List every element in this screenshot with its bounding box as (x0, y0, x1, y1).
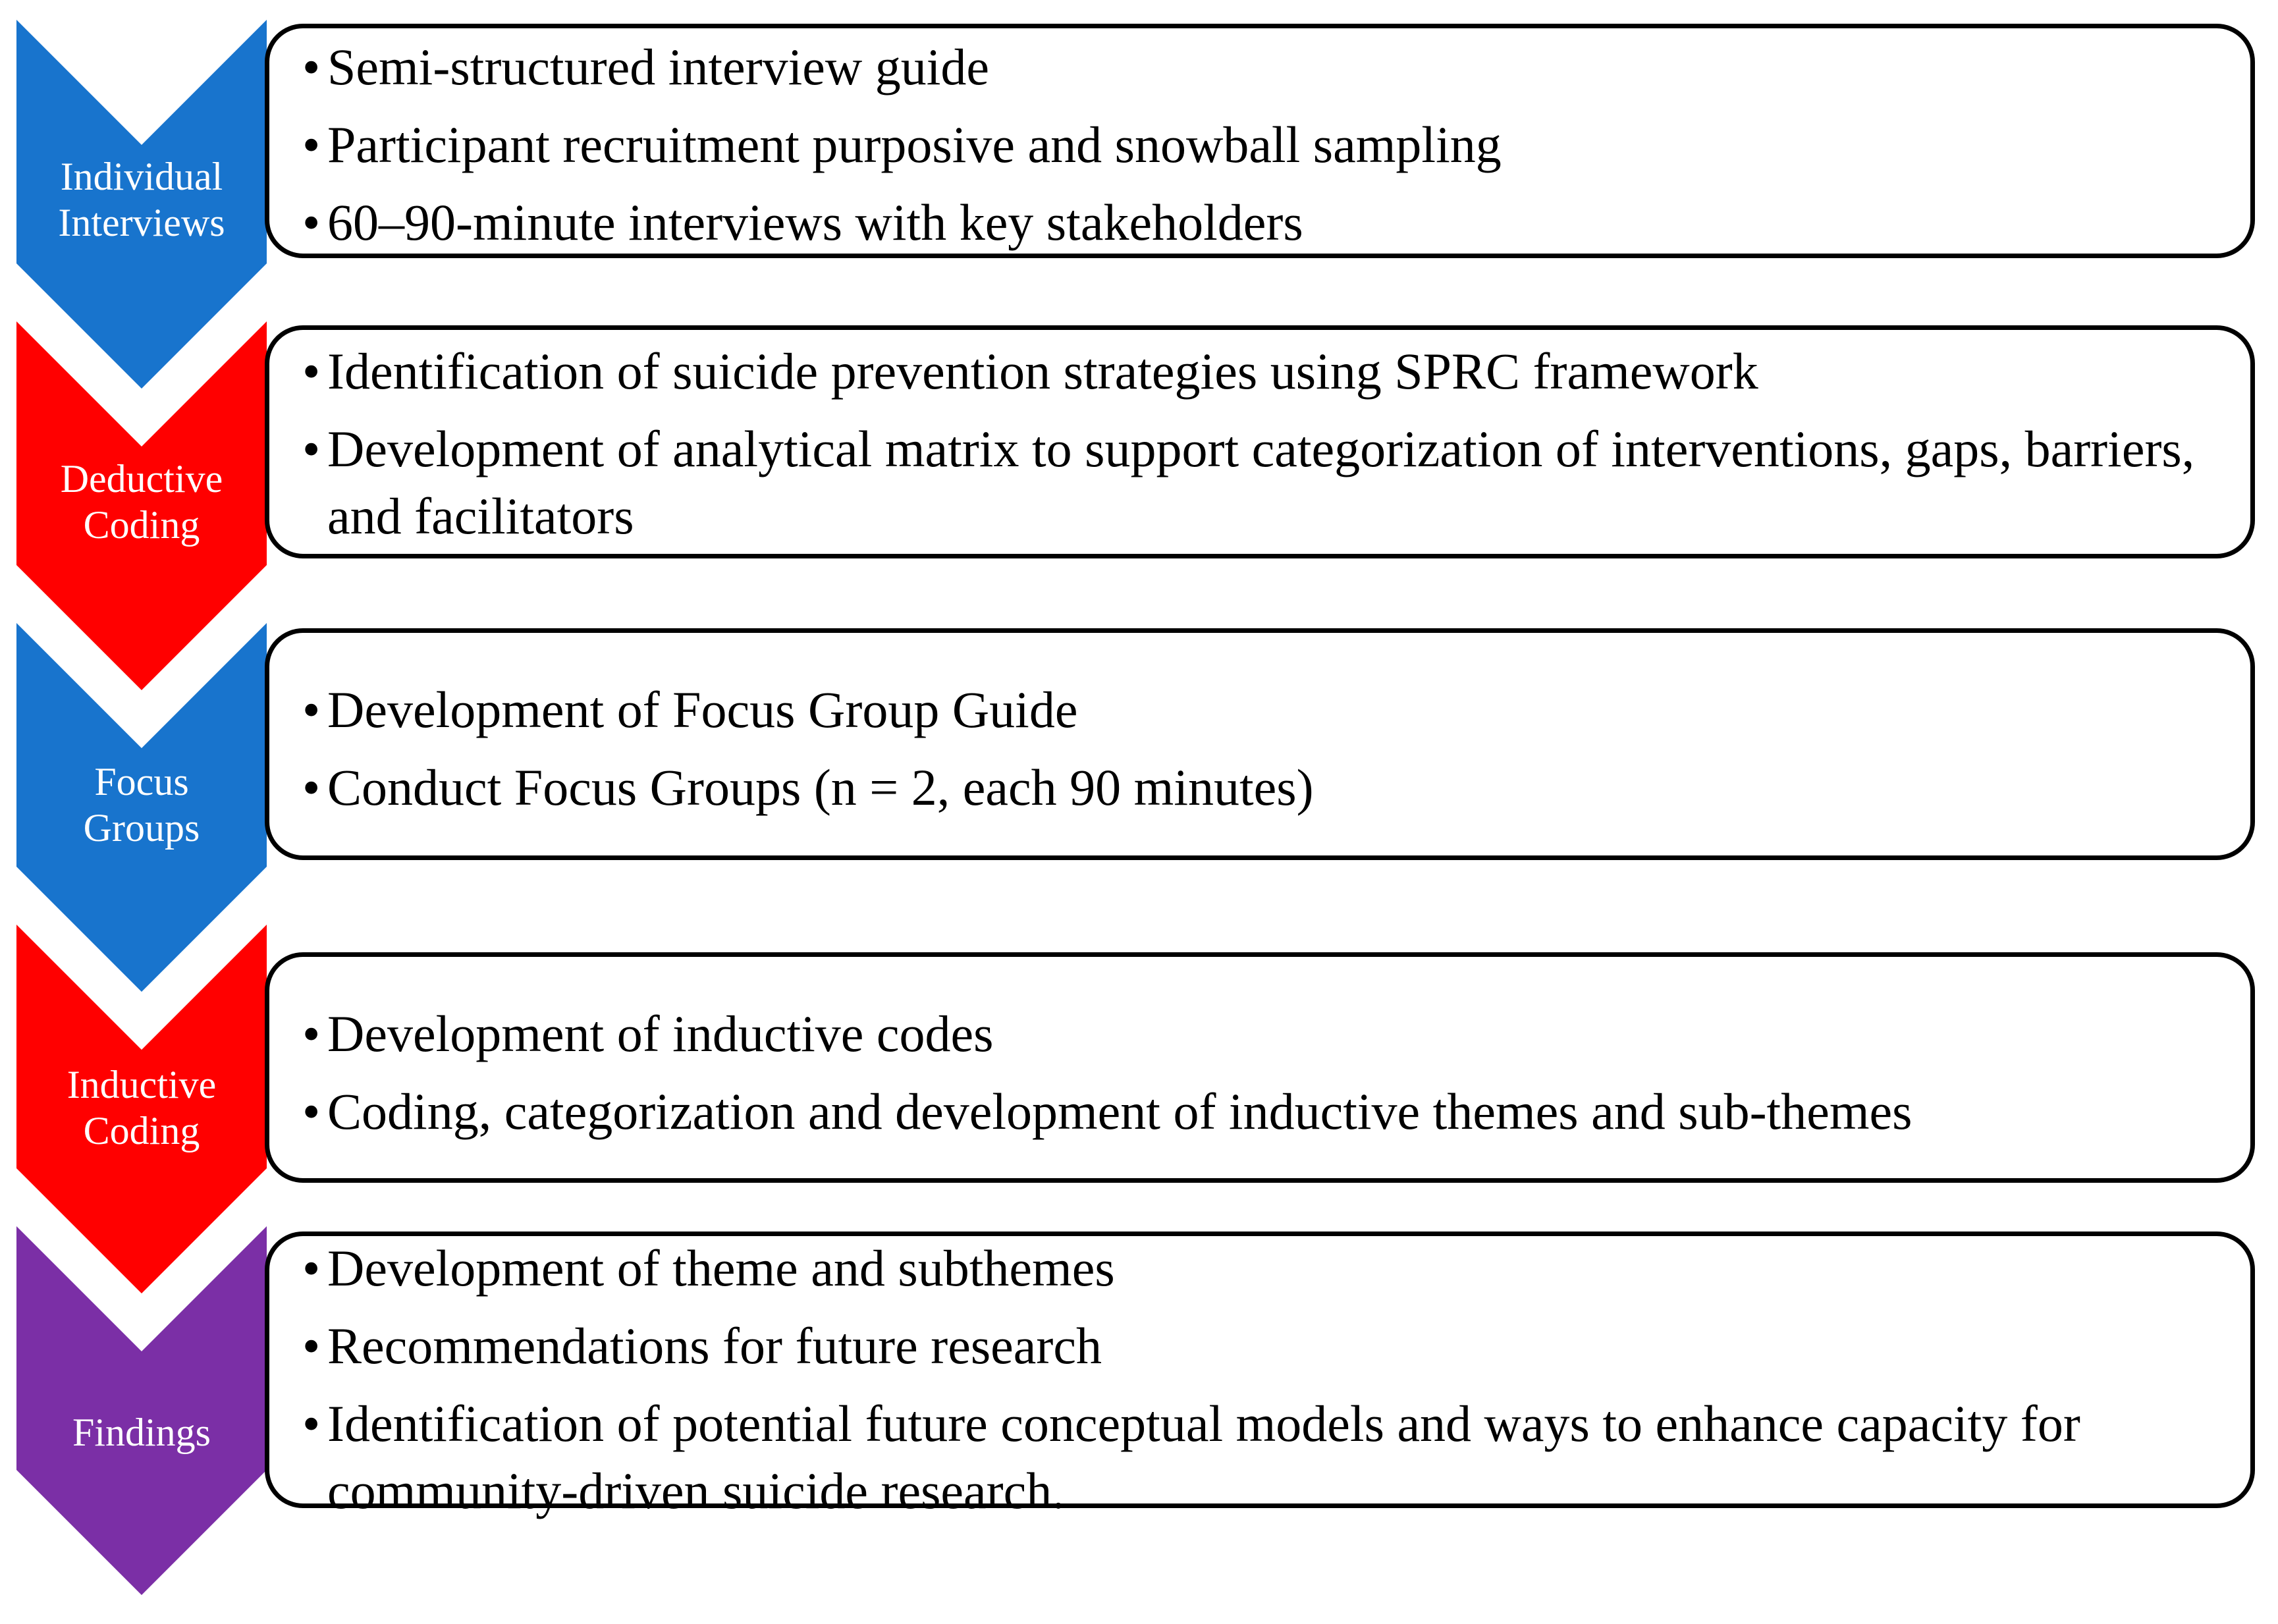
bullet-dot: • (302, 38, 321, 95)
bullet-text: Development of Focus Group Guide (327, 681, 1078, 738)
bullet-dot: • (302, 1395, 321, 1452)
bullet-text: Participant recruitment purposive and snowball sampling (327, 116, 1502, 173)
bullet-item (302, 1235, 2231, 1302)
bullet-text: Identification of suicide prevention strategies using SPRC framework (327, 342, 1758, 400)
bullet-text: Recommendations for future research (327, 1317, 1102, 1374)
bullet-text: Development of theme and subthemes (327, 1239, 1115, 1297)
bullet-item (302, 754, 2231, 821)
step-box-focus-groups (265, 628, 2255, 860)
bullet-dot: • (302, 1083, 321, 1140)
bullet-item (302, 1078, 2231, 1145)
step-box-inductive-coding (265, 952, 2255, 1183)
step-box-findings (265, 1232, 2255, 1519)
bullet-list (302, 1000, 2231, 1145)
bullet-text: Conduct Focus Groups (n = 2, each 90 minutes) (327, 759, 1314, 816)
step-label-individual-interviews: Individual Interviews (58, 155, 225, 244)
step-label-focus-groups: Focus Groups (83, 760, 200, 850)
bullet-text: Identification of potential future conceptual models and ways to enhance capacity for community-driven suicide research. (327, 1395, 2080, 1519)
bullet-item (302, 189, 2231, 256)
bullet-dot: • (302, 1317, 321, 1374)
bullet-item (302, 676, 2231, 744)
bullet-dot: • (302, 342, 321, 400)
bullet-text: 60–90-minute interviews with key stakeholders (327, 194, 1303, 251)
bullet-item (302, 111, 2231, 178)
bullet-dot: • (302, 1005, 321, 1062)
bullet-text: Development of inductive codes (327, 1005, 994, 1062)
bullet-text: Semi-structured interview guide (327, 38, 990, 95)
bullet-dot: • (302, 420, 321, 477)
bullet-item (302, 1313, 2231, 1380)
bullet-dot: • (302, 1239, 321, 1297)
bullet-item (302, 1000, 2231, 1068)
bullet-item (302, 416, 2231, 550)
bullet-dot: • (302, 681, 321, 738)
bullet-list (302, 34, 2231, 256)
bullet-dot: • (302, 759, 321, 816)
bullet-text: Coding, categorization and development of inductive themes and sub-themes (327, 1083, 1912, 1140)
bullet-text: Development of analytical matrix to support categorization of interventions, gaps, barriers, and facilitators (327, 420, 2195, 545)
bullet-list (302, 1235, 2231, 1525)
bullet-dot: • (302, 194, 321, 251)
bullet-item (302, 1390, 2231, 1525)
bullet-dot: • (302, 116, 321, 173)
step-box-deductive-coding (265, 325, 2255, 558)
bullet-list (302, 338, 2231, 550)
step-label-deductive-coding: Deductive Coding (60, 457, 223, 547)
bullet-list (302, 676, 2231, 821)
bullet-item (302, 338, 2231, 405)
step-box-individual-interviews (265, 24, 2255, 258)
step-label-findings: Findings (72, 1411, 211, 1454)
bullet-item (302, 34, 2231, 101)
step-label-inductive-coding: Inductive Coding (67, 1063, 217, 1152)
